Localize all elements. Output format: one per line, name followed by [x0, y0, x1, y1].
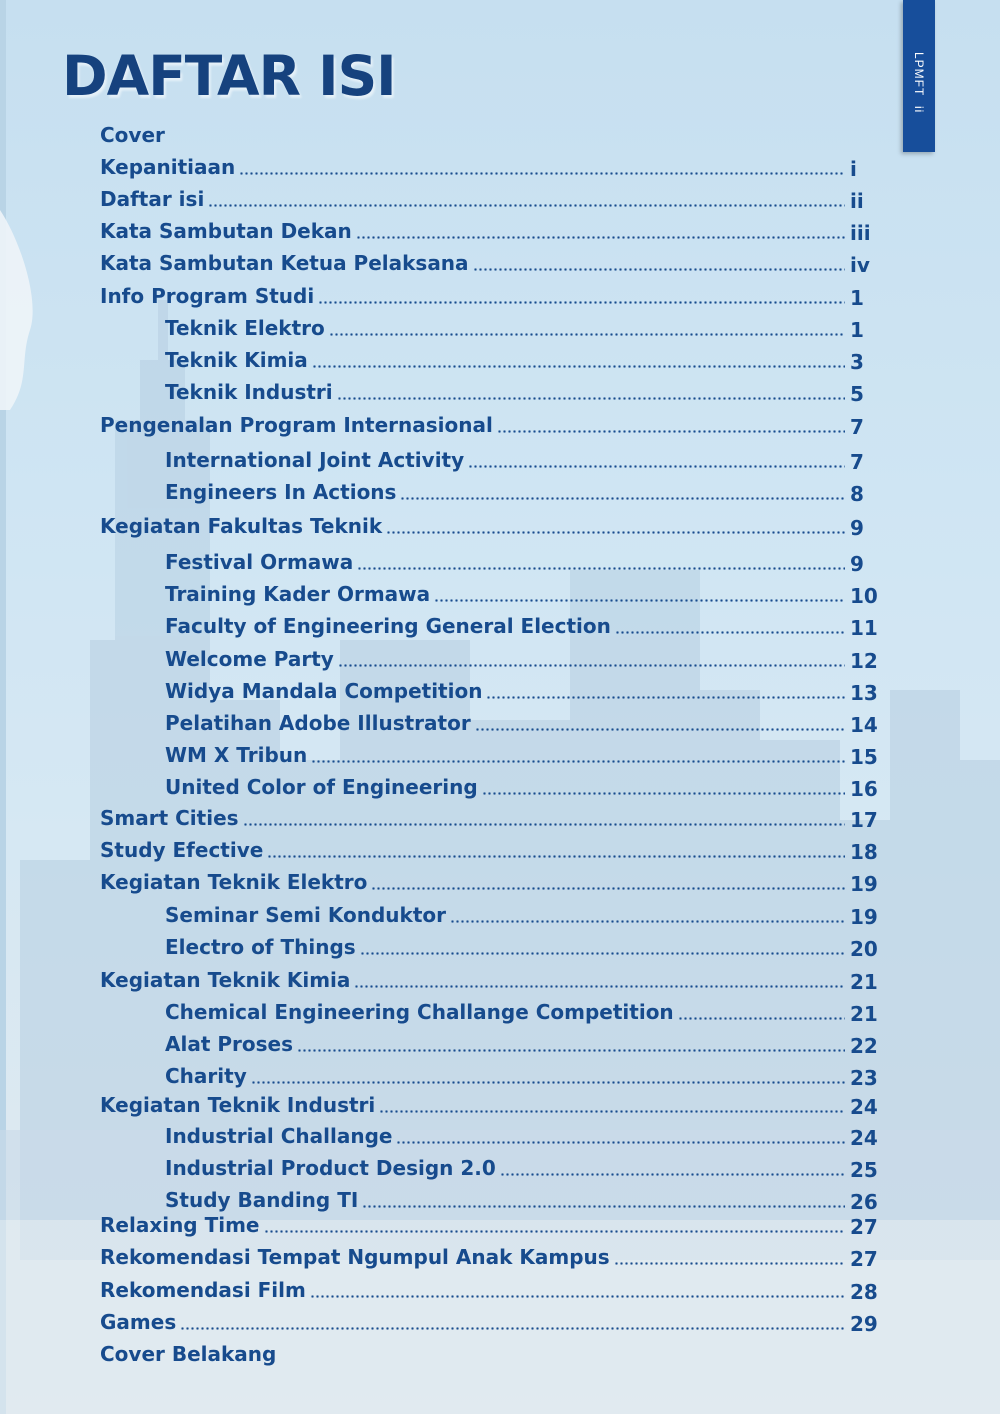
toc-leader-dots	[356, 236, 845, 239]
toc-entry[interactable]	[0, 677, 1000, 707]
toc-entry-label: Teknik Kimia	[165, 348, 308, 372]
toc-entry-page: 27	[850, 1215, 878, 1239]
toc-entry-label: WM X Tribun	[165, 743, 308, 767]
toc-entry[interactable]	[0, 1308, 1000, 1338]
toc-leader-dots	[450, 920, 845, 923]
toc-entry[interactable]	[0, 901, 1000, 931]
toc-leader-dots	[614, 1262, 845, 1265]
toc-leader-dots	[379, 1110, 845, 1113]
toc-entry[interactable]	[0, 773, 1000, 803]
toc-entry-label: Kegiatan Fakultas Teknik	[100, 514, 383, 538]
toc-entry-label: Industrial Product Design 2.0	[165, 1156, 496, 1180]
toc-entry-label: Teknik Industri	[165, 380, 333, 404]
toc-entry-page: 18	[850, 840, 878, 864]
toc-entry-page: ii	[850, 189, 864, 213]
toc-entry-page: 19	[850, 905, 878, 929]
side-tab-text	[903, 52, 935, 114]
toc-leader-dots	[239, 172, 845, 175]
toc-leader-dots	[371, 887, 845, 890]
toc-entry[interactable]	[0, 580, 1000, 610]
toc-leader-dots	[475, 728, 845, 731]
toc-entry-page: 16	[850, 777, 878, 801]
toc-entry-page: 9	[850, 552, 864, 576]
side-tab-page: ii	[912, 106, 926, 114]
toc-entry-page: 21	[850, 1002, 878, 1026]
toc-entry[interactable]	[0, 512, 1000, 542]
toc-leader-dots	[338, 664, 845, 667]
toc-entry[interactable]	[0, 998, 1000, 1028]
toc-entry-label: Study Banding TI	[165, 1188, 359, 1212]
toc-entry-page: 7	[850, 415, 864, 439]
toc-entry[interactable]	[0, 1091, 1000, 1121]
toc-leader-dots	[312, 365, 845, 368]
toc-entry[interactable]	[0, 1154, 1000, 1184]
toc-leader-dots	[468, 465, 845, 468]
toc-entry-label: Relaxing Time	[100, 1213, 260, 1237]
toc-leader-dots	[678, 1017, 845, 1020]
toc-entry[interactable]	[0, 933, 1000, 963]
toc-entry[interactable]	[0, 1122, 1000, 1152]
toc-entry[interactable]	[0, 478, 1000, 508]
toc-leader-dots	[267, 855, 845, 858]
toc-leader-dots	[434, 599, 845, 602]
toc-leader-dots	[615, 631, 845, 634]
toc-entry-page: i	[850, 157, 857, 181]
toc-leader-dots	[473, 268, 845, 271]
toc-entry[interactable]	[0, 1062, 1000, 1092]
toc-entry-page: 15	[850, 745, 878, 769]
toc-entry-page: 29	[850, 1312, 878, 1336]
toc-leader-dots	[482, 792, 845, 795]
toc-entry[interactable]	[0, 1243, 1000, 1273]
toc-entry-page: 28	[850, 1280, 878, 1304]
toc-entry-label: Smart Cities	[100, 806, 239, 830]
toc-entry-page: 21	[850, 970, 878, 994]
toc-entry-label: Pengenalan Program Internasional	[100, 413, 493, 437]
toc-entry[interactable]	[0, 346, 1000, 376]
toc-entry-label: Widya Mandala Competition	[165, 679, 483, 703]
toc-entry-page: 23	[850, 1066, 878, 1090]
toc-leader-dots	[318, 301, 845, 304]
toc-leader-dots	[311, 760, 845, 763]
toc-entry[interactable]	[0, 1276, 1000, 1306]
toc-entry-label: International Joint Activity	[165, 448, 465, 472]
toc-leader-dots	[360, 952, 845, 955]
toc-entry[interactable]	[0, 411, 1000, 441]
toc-entry-label: Electro of Things	[165, 935, 356, 959]
toc-leader-dots	[337, 397, 845, 400]
toc-leader-dots	[386, 531, 845, 534]
toc-entry[interactable]	[0, 966, 1000, 996]
toc-entry-page: 7	[850, 450, 864, 474]
toc-entry-page: 1	[850, 318, 864, 342]
toc-entry[interactable]	[0, 217, 1000, 247]
toc-leader-dots	[251, 1081, 845, 1084]
toc-entry-page: 26	[850, 1190, 878, 1214]
toc-entry-page: 19	[850, 872, 878, 896]
toc-entry-page: 20	[850, 937, 878, 961]
toc-entry-page: 11	[850, 616, 878, 640]
toc-entry-page: 13	[850, 681, 878, 705]
toc-entry[interactable]	[0, 249, 1000, 279]
toc-entry[interactable]	[0, 185, 1000, 215]
toc-entry-label: Rekomendasi Tempat Ngumpul Anak Kampus	[100, 1245, 610, 1269]
toc-entry[interactable]	[0, 446, 1000, 476]
toc-entry-label: Kegiatan Teknik Kimia	[100, 968, 351, 992]
toc-entry[interactable]	[0, 282, 1000, 312]
toc-leader-dots	[354, 985, 845, 988]
toc-entry[interactable]	[0, 548, 1000, 578]
toc-entry-page: 9	[850, 516, 864, 540]
toc-entry-page: iii	[850, 221, 871, 245]
toc-entry-label: Kegiatan Teknik Industri	[100, 1093, 376, 1117]
toc-entry-label: Daftar isi	[100, 187, 205, 211]
toc-entry-label: Engineers In Actions	[165, 480, 397, 504]
toc-entry-page: 1	[850, 286, 864, 310]
toc-entry-page: 25	[850, 1158, 878, 1182]
toc-entry[interactable]	[0, 1340, 1000, 1370]
toc-entry[interactable]	[0, 1211, 1000, 1241]
toc-entry-label: Kata Sambutan Dekan	[100, 219, 352, 243]
page-title: DAFTAR ISI	[62, 44, 396, 108]
toc-entry-label: Cover Belakang	[100, 1342, 277, 1366]
toc-entry-label: Info Program Studi	[100, 284, 315, 308]
toc-entry[interactable]	[0, 153, 1000, 183]
toc-leader-dots	[486, 696, 845, 699]
toc-entry-label: Kepanitiaan	[100, 155, 236, 179]
toc-entry[interactable]	[0, 741, 1000, 771]
toc-leader-dots	[180, 1327, 845, 1330]
toc-entry-page: 3	[850, 350, 864, 374]
toc-entry[interactable]	[0, 836, 1000, 866]
toc-leader-dots	[264, 1230, 845, 1233]
toc-leader-dots	[310, 1295, 845, 1298]
toc-entry[interactable]	[0, 1030, 1000, 1060]
toc-entry-page: 5	[850, 382, 864, 406]
toc-entry-label: Chemical Engineering Challange Competition	[165, 1000, 674, 1024]
toc-entry-label: Festival Ormawa	[165, 550, 354, 574]
toc-entry-page: 14	[850, 713, 878, 737]
toc-entry-page: 8	[850, 482, 864, 506]
toc-entry[interactable]	[0, 314, 1000, 344]
toc-entry-label: Study Efective	[100, 838, 264, 862]
toc-entry-label: Games	[100, 1310, 177, 1334]
toc-entry-label: Seminar Semi Konduktor	[165, 903, 446, 927]
toc-entry[interactable]	[0, 612, 1000, 642]
toc-entry-page: 10	[850, 584, 878, 608]
toc-leader-dots	[362, 1205, 845, 1208]
toc-leader-dots	[243, 823, 845, 826]
toc-leader-dots	[396, 1141, 845, 1144]
toc-entry-page: 27	[850, 1247, 878, 1271]
toc-entry-label: Rekomendasi Film	[100, 1278, 306, 1302]
toc-entry-page: 24	[850, 1126, 878, 1150]
toc-entry[interactable]	[0, 121, 1000, 151]
toc-entry-label: United Color of Engineering	[165, 775, 478, 799]
toc-entry-label: Cover	[100, 123, 165, 147]
toc-entry[interactable]	[0, 868, 1000, 898]
side-tab-label: LPMFT	[912, 52, 926, 97]
toc-entry-page: 12	[850, 649, 878, 673]
toc-entry-label: Kata Sambutan Ketua Pelaksana	[100, 251, 469, 275]
toc-entry-label: Kegiatan Teknik Elektro	[100, 870, 368, 894]
toc-leader-dots	[500, 1173, 845, 1176]
toc-entry-label: Alat Proses	[165, 1032, 293, 1056]
toc-entry[interactable]	[0, 804, 1000, 834]
toc-entry-label: Teknik Elektro	[165, 316, 325, 340]
toc-entry-label: Charity	[165, 1064, 247, 1088]
toc-entry-label: Pelatihan Adobe Illustrator	[165, 711, 471, 735]
toc-leader-dots	[497, 430, 845, 433]
toc-leader-dots	[297, 1049, 845, 1052]
toc-entry-label: Training Kader Ormawa	[165, 582, 431, 606]
toc-entry[interactable]	[0, 378, 1000, 408]
toc-entry-page: 24	[850, 1095, 878, 1119]
toc-leader-dots	[400, 497, 845, 500]
toc-entry-label: Industrial Challange	[165, 1124, 393, 1148]
toc-entry-label: Welcome Party	[165, 647, 334, 671]
toc-leader-dots	[208, 204, 845, 207]
toc-entry-page: 17	[850, 808, 878, 832]
toc-leader-dots	[329, 333, 845, 336]
toc-entry-page: iv	[850, 253, 870, 277]
toc-entry-label: Faculty of Engineering General Election	[165, 614, 611, 638]
toc-leader-dots	[357, 567, 845, 570]
toc-entry[interactable]	[0, 645, 1000, 675]
toc-entry-page: 22	[850, 1034, 878, 1058]
toc-entry[interactable]	[0, 709, 1000, 739]
